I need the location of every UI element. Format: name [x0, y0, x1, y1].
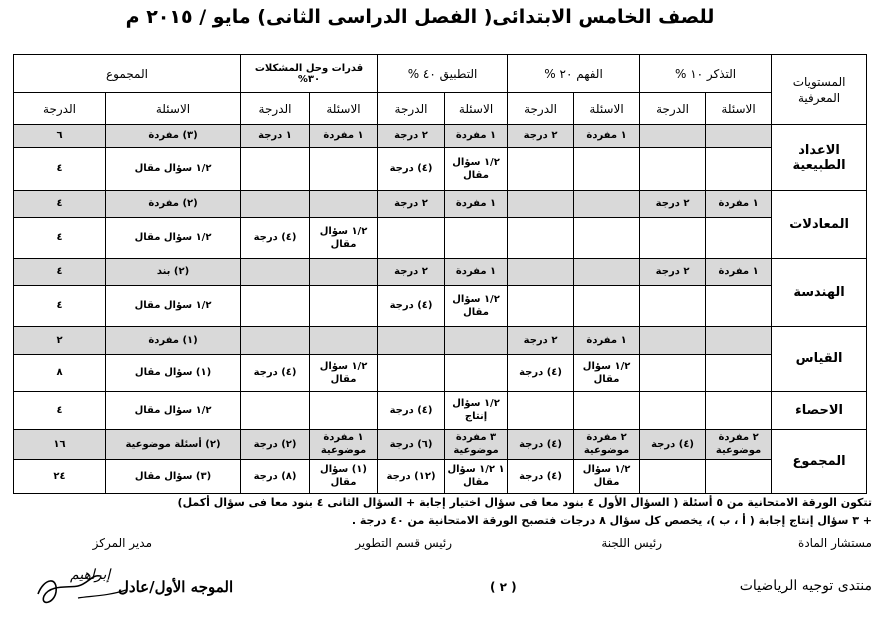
cell: ١/٢ سؤال إنتاج	[445, 391, 508, 429]
cell: ٤	[14, 191, 106, 218]
cell: ١/٢ سؤال مقال	[574, 459, 640, 493]
cell	[445, 354, 508, 391]
cell	[574, 147, 640, 190]
cell: ٣ مفردة موضوعية	[445, 430, 508, 460]
cell	[378, 354, 445, 391]
topic-cell: الاعداد الطبيعية	[772, 125, 867, 191]
degree-header: الدرجة	[378, 93, 445, 125]
cell: ١ مفردة	[706, 259, 772, 286]
cell	[310, 327, 378, 355]
cell: ٨	[14, 354, 106, 391]
cell	[241, 327, 310, 355]
cell: ٢ مفردة موضوعية	[574, 430, 640, 460]
cell: (٤) درجة	[378, 391, 445, 429]
cell: (٣) مفردة	[106, 125, 241, 148]
supervisor-name: الموجه الأول/عادل	[118, 578, 234, 596]
cell: ١ درجة	[241, 125, 310, 148]
cell: (٤) درجة	[378, 147, 445, 190]
cell: (١٢) درجة	[378, 459, 445, 493]
table-row	[14, 191, 867, 218]
table-row	[14, 147, 867, 190]
table-row	[14, 391, 867, 429]
degree-header: الدرجة	[508, 93, 574, 125]
levels-header: المستويات المعرفية	[772, 55, 867, 125]
cell: (٨) درجة	[241, 459, 310, 493]
cell	[508, 217, 574, 258]
cell	[508, 191, 574, 218]
cell: ٢ درجة	[640, 191, 706, 218]
table-row	[14, 259, 867, 286]
questions-header: الاسئلة	[106, 93, 241, 125]
cell: ٤	[14, 391, 106, 429]
cell: (٢) مفردة	[106, 191, 241, 218]
cell: ٢٤	[14, 459, 106, 493]
subject-advisor-label: مستشار المادة	[798, 536, 872, 550]
cell: ١ مفردة موضوعية	[310, 430, 378, 460]
cell: ١٦	[14, 430, 106, 460]
cell	[706, 391, 772, 429]
cell	[574, 391, 640, 429]
degree-header: الدرجة	[241, 93, 310, 125]
topic-cell: القياس	[772, 327, 867, 392]
table-row	[14, 217, 867, 258]
degree-header: الدرجة	[14, 93, 106, 125]
cell	[640, 147, 706, 190]
questions-header: الاسئلة	[445, 93, 508, 125]
cell	[508, 147, 574, 190]
cell	[508, 285, 574, 326]
cell	[241, 191, 310, 218]
cell	[640, 217, 706, 258]
cell: (١) مفردة	[106, 327, 241, 355]
cell: (٦) درجة	[378, 430, 445, 460]
cell	[706, 327, 772, 355]
cell: ٢ درجة	[378, 191, 445, 218]
cell: (٢) بند	[106, 259, 241, 286]
cell: ١/٢ سؤال مقال	[106, 391, 241, 429]
table-row	[14, 430, 867, 460]
cell: ١/٢ سؤال مقال	[106, 147, 241, 190]
committee-head-label: رئيس اللجنة	[601, 536, 662, 550]
table-row	[14, 285, 867, 326]
cell: ٤	[14, 217, 106, 258]
cell	[640, 459, 706, 493]
questions-header: الاسئلة	[706, 93, 772, 125]
cell	[241, 391, 310, 429]
cell	[706, 125, 772, 148]
cell	[241, 285, 310, 326]
cell: ١ مفردة	[310, 125, 378, 148]
specification-table	[13, 54, 867, 494]
footer-note-line1: تتكون الورقة الامتحانية من ٥ أسئلة ( السؤال الأول ٤ بنود معا فى سؤال اختيار إجابة + السؤال الثانى ٤ بنود معا فى سؤال أكمل)	[177, 496, 872, 509]
topic-cell: الهندسة	[772, 259, 867, 327]
questions-header: الاسئلة	[310, 93, 378, 125]
cell	[445, 217, 508, 258]
cell	[310, 147, 378, 190]
understand-header: الفهم ٢٠ %	[508, 55, 640, 93]
cell: (٤) درجة	[640, 430, 706, 460]
cell: ١/٢ سؤال مقال	[574, 354, 640, 391]
cell	[640, 125, 706, 148]
cell: ٢ درجة	[378, 125, 445, 148]
cell	[378, 217, 445, 258]
cell	[640, 285, 706, 326]
cell	[241, 259, 310, 286]
cell	[706, 147, 772, 190]
questions-header: الاسئلة	[574, 93, 640, 125]
cell: ١/٢ سؤال مقال	[106, 285, 241, 326]
cell	[508, 259, 574, 286]
cell: (٤) درجة	[508, 354, 574, 391]
signature-name: إبراهيم	[70, 567, 111, 583]
cell	[378, 327, 445, 355]
cell: ١ مفردة	[445, 259, 508, 286]
cell: (١) سؤال مقال	[106, 354, 241, 391]
cell: ١/٢ سؤال مقال	[106, 217, 241, 258]
forum-name: منتدى توجيه الرياضيات	[739, 578, 872, 594]
cell: ١ ١/٢ سؤال مقال	[445, 459, 508, 493]
cell	[310, 259, 378, 286]
cell	[574, 217, 640, 258]
cell	[508, 391, 574, 429]
cell	[310, 285, 378, 326]
cell: ١/٢ سؤال مقال	[310, 354, 378, 391]
cell: ٦	[14, 125, 106, 148]
cell: ١ مفردة	[574, 125, 640, 148]
center-director-label: مدير المركز	[92, 536, 152, 550]
degree-header: الدرجة	[640, 93, 706, 125]
cell: (٤) درجة	[378, 285, 445, 326]
problem-solving-header: قدرات وحل المشكلات ٣٠%	[241, 55, 378, 93]
cell	[445, 327, 508, 355]
topic-cell: المعادلات	[772, 191, 867, 259]
cell: ٢ درجة	[508, 327, 574, 355]
cell	[706, 217, 772, 258]
cell	[574, 285, 640, 326]
cell	[310, 191, 378, 218]
development-head-label: رئيس قسم التطوير	[355, 536, 452, 550]
page-number: ( ٢ )	[490, 580, 517, 594]
page-title: للصف الخامس الابتدائى( الفصل الدراسى الثانى) مايو / ٢٠١٥ م	[125, 6, 715, 28]
cell	[640, 391, 706, 429]
table-row	[14, 354, 867, 391]
cell	[640, 327, 706, 355]
cell: ١ مفردة	[706, 191, 772, 218]
cell: ٤	[14, 285, 106, 326]
cell: (٤) درجة	[241, 217, 310, 258]
cell	[706, 354, 772, 391]
cell	[241, 147, 310, 190]
cell	[574, 259, 640, 286]
table-row	[14, 459, 867, 493]
cell: ٢ درجة	[508, 125, 574, 148]
cell: ١/٢ سؤال مقال	[445, 147, 508, 190]
cell: ٤	[14, 147, 106, 190]
topic-cell: الاحصاء	[772, 391, 867, 429]
cell: ١ مفردة	[574, 327, 640, 355]
cell: (٤) درجة	[508, 459, 574, 493]
cell: (٢) أسئلة موضوعية	[106, 430, 241, 460]
total-header: المجموع	[14, 55, 241, 93]
cell: ٢ درجة	[378, 259, 445, 286]
cell: (١) سؤال مقال	[310, 459, 378, 493]
table-row	[14, 327, 867, 355]
cell: (٤) درجة	[241, 354, 310, 391]
apply-header: التطبيق ٤٠ %	[378, 55, 508, 93]
cell: (٣) سؤال مقال	[106, 459, 241, 493]
cell: ٢ درجة	[640, 259, 706, 286]
cell	[640, 354, 706, 391]
cell: ١/٢ سؤال مقال	[310, 217, 378, 258]
table-row	[14, 125, 867, 148]
cell: ٢	[14, 327, 106, 355]
remember-header: التذكر ١٠ %	[640, 55, 772, 93]
cell	[310, 391, 378, 429]
cell: ١/٢ سؤال مقال	[445, 285, 508, 326]
signature-scribble	[30, 566, 140, 610]
cell	[574, 191, 640, 218]
cell: ١ مفردة	[445, 125, 508, 148]
cell: (٤) درجة	[508, 430, 574, 460]
cell: ٤	[14, 259, 106, 286]
footer-note-line2: + ٣ سؤال إنتاج إجابة ( أ ، ب )، يخصص كل سؤال ٨ درجات فتصبح الورقة الامتحانية من ٤٠ درجة .	[351, 514, 872, 527]
cell: ١ مفردة	[445, 191, 508, 218]
topic-cell: المجموع	[772, 430, 867, 494]
cell: (٢) درجة	[241, 430, 310, 460]
cell	[706, 285, 772, 326]
cell: ٢ مفردة موضوعية	[706, 430, 772, 460]
cell	[706, 459, 772, 493]
